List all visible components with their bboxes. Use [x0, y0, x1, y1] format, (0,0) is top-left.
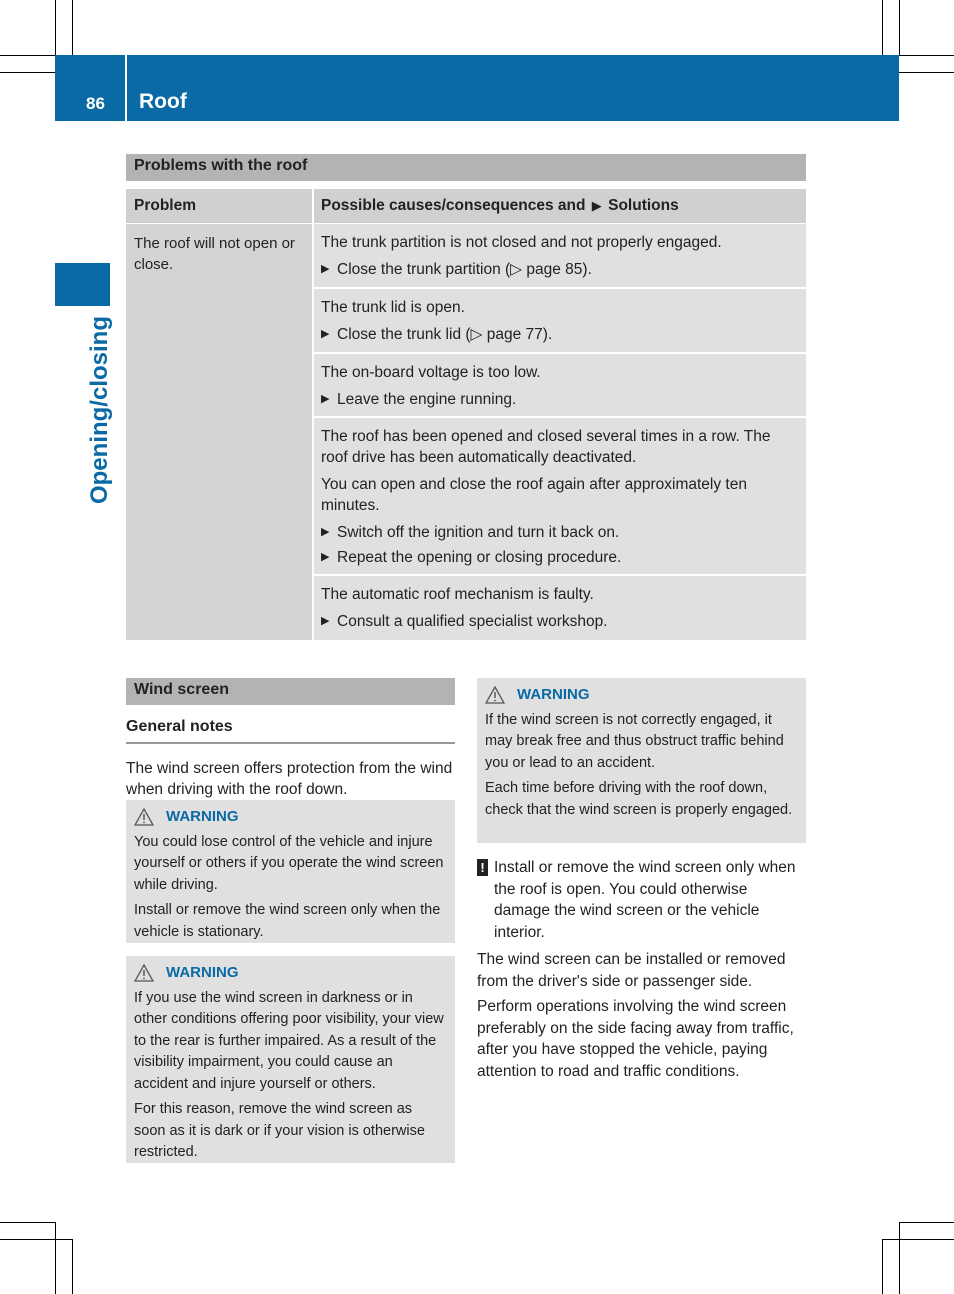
warning-text: If the wind screen is not correctly engaged, it may break free and thus obstruct traffic behind you or lead to an accident.: [485, 711, 784, 771]
page-number: 86: [86, 94, 105, 113]
crop-mark: [899, 55, 954, 56]
problems-section-title: Problems with the roof: [126, 154, 806, 181]
warning-box: [126, 956, 455, 1163]
crop-mark: [0, 1239, 72, 1240]
arrow-right-icon: ▶: [321, 328, 330, 340]
problem-cell: The roof will not open or close.: [126, 224, 312, 640]
table-header-solutions-text: Possible causes/consequences and: [321, 197, 586, 214]
wind-screen-section-title: Wind screen: [126, 678, 455, 705]
crop-mark: [0, 72, 55, 73]
table-row: [314, 224, 806, 287]
left-column: [126, 716, 455, 801]
step-item: [321, 259, 799, 280]
crop-mark: [882, 0, 883, 55]
table-row: [314, 289, 806, 352]
cause-text: The automatic roof mechanism is faulty.: [321, 586, 594, 603]
step-text: Switch off the ignition and turn it back on.: [337, 524, 620, 541]
warning-text-2: For this reason, remove the wind screen as soon as it is dark or if your vision is otherwise restricted.: [134, 1101, 425, 1160]
step-item: [321, 389, 799, 410]
step-text: Repeat the opening or closing procedure.: [337, 549, 622, 566]
arrow-right-icon: ▶: [321, 615, 330, 627]
warning-box: [477, 678, 806, 843]
arrow-right-icon: ▶: [321, 263, 330, 275]
warning-text: If you use the wind screen in darkness or in other conditions offering poor visibility, your view to the rear is further impaired. As a result of the visibility impairment, you could cause an accident and injure yourself or others.: [134, 989, 444, 1092]
cause-text-2: You can open and close the roof again after approximately ten minutes.: [321, 476, 747, 514]
step-item: [321, 547, 799, 568]
step-text: Leave the engine running.: [337, 391, 517, 408]
step-item: [321, 324, 799, 345]
right-column: [477, 857, 806, 1082]
cause-text: The trunk lid is open.: [321, 299, 465, 316]
crop-mark: [55, 1222, 56, 1294]
warning-triangle-icon: [134, 964, 154, 982]
warning-triangle-icon: [485, 686, 505, 704]
crop-mark: [882, 1239, 883, 1294]
warning-box: [126, 800, 455, 943]
problems-table: [126, 189, 806, 640]
arrow-right-icon: ▶: [321, 526, 330, 538]
warning-label: WARNING: [166, 964, 239, 981]
warning-label: WARNING: [517, 686, 590, 703]
crop-mark: [899, 1222, 900, 1294]
crop-mark: [899, 0, 900, 55]
crop-mark: [899, 72, 954, 73]
warning-triangle-icon: [134, 808, 154, 826]
crop-mark: [0, 55, 55, 56]
intro-paragraph: The wind screen offers protection from the wind when driving with the roof down.: [126, 759, 453, 798]
warning-label: WARNING: [166, 808, 239, 825]
arrow-right-icon: ▶: [591, 198, 602, 213]
table-row: [314, 576, 806, 640]
cause-text: The on-board voltage is too low.: [321, 364, 541, 381]
warning-text-2: Each time before driving with the roof down, check that the wind screen is properly engaged.: [485, 780, 793, 818]
table-header-solutions-suffix: Solutions: [608, 197, 679, 214]
table-row: [314, 418, 806, 574]
cause-text: The roof has been opened and closed several times in a row. The roof drive has been automatically deactivated.: [321, 428, 771, 466]
header-divider: [125, 55, 127, 121]
paragraph: Perform operations involving the wind screen preferably on the side facing away from traffic, after you have stopped the vehicle, paying attention to road and traffic conditions.: [477, 998, 794, 1080]
crop-mark: [55, 0, 56, 55]
warning-text-2: Install or remove the wind screen only when the vehicle is stationary.: [134, 902, 441, 940]
step-item: [321, 611, 799, 632]
warning-title: [134, 806, 447, 828]
page-title: Roof: [139, 90, 187, 113]
table-header-problem: Problem: [126, 189, 312, 223]
crop-mark: [72, 1239, 73, 1294]
arrow-right-icon: ▶: [321, 393, 330, 405]
crop-mark: [899, 1222, 954, 1223]
table-header-solutions: [314, 189, 806, 223]
warning-title: [485, 684, 798, 706]
step-text: Consult a qualified specialist workshop.: [337, 613, 608, 630]
crop-mark: [72, 0, 73, 55]
side-chapter-label: Opening/closing: [86, 316, 113, 505]
crop-mark: [882, 1239, 954, 1240]
general-notes-heading: General notes: [126, 716, 455, 744]
step-text: Close the trunk lid (▷ page 77).: [337, 326, 553, 343]
step-text: Close the trunk partition (▷ page 85).: [337, 261, 592, 278]
warning-text: You could lose control of the vehicle and injure yourself or others if you operate the wind screen while driving.: [134, 833, 444, 893]
crop-mark: [0, 1222, 55, 1223]
step-item: [321, 522, 799, 543]
note-text: Install or remove the wind screen only when the roof is open. You could otherwise damage the wind screen or the vehicle interior.: [494, 859, 796, 941]
warning-title: [134, 962, 447, 984]
exclamation-icon: !: [477, 859, 488, 876]
note-item: [477, 857, 806, 943]
paragraph: The wind screen can be installed or removed from the driver's side or passenger side.: [477, 951, 786, 990]
table-row: [314, 354, 806, 416]
arrow-right-icon: ▶: [321, 551, 330, 563]
cause-text: The trunk partition is not closed and not properly engaged.: [321, 234, 722, 251]
